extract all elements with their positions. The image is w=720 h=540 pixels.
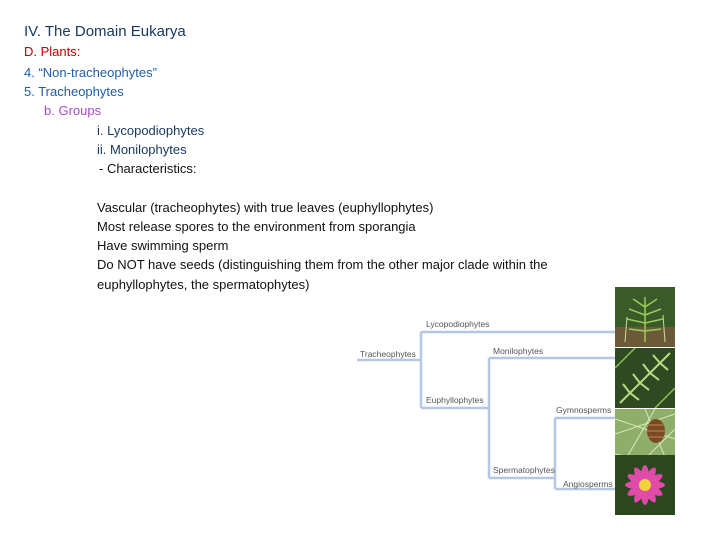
slide-title: IV. The Domain Eukarya — [24, 23, 186, 40]
tree-label-monilophytes: Monilophytes — [493, 346, 544, 356]
outline-characteristics: - Characteristics: — [99, 161, 197, 176]
tree-label-lycopodiophytes: Lycopodiophytes — [426, 319, 490, 329]
characteristic-item: Do NOT have seeds (distinguishing them from the other major clade within the — [97, 257, 548, 272]
outline-4: 4. “Non-tracheophytes” — [24, 65, 157, 80]
outline-ii: ii. Monilophytes — [97, 142, 187, 157]
characteristic-item: Vascular (tracheophytes) with true leaves (euphyllophytes) — [97, 200, 434, 215]
lycopod-photo — [615, 287, 675, 347]
characteristic-item: Have swimming sperm — [97, 238, 229, 253]
outline-d: D. Plants: — [24, 44, 81, 59]
outline-i: i. Lycopodiophytes — [97, 123, 205, 138]
tree-label-gymnosperms: Gymnosperms — [556, 405, 612, 415]
outline-b: b. Groups — [44, 103, 102, 118]
tree-label-angiosperms: Angiosperms — [563, 479, 613, 489]
outline-5: 5. Tracheophytes — [24, 84, 124, 99]
characteristic-item: euphyllophytes, the spermatophytes) — [97, 277, 310, 292]
fern-photo — [615, 348, 675, 408]
flower-photo — [615, 455, 675, 515]
tree-label-tracheophytes: Tracheophytes — [360, 349, 416, 359]
tree-label-euphyllophytes: Euphyllophytes — [426, 395, 484, 405]
characteristic-item: Most release spores to the environment from sporangia — [97, 219, 416, 234]
tree-label-spermatophytes: Spermatophytes — [493, 465, 555, 475]
